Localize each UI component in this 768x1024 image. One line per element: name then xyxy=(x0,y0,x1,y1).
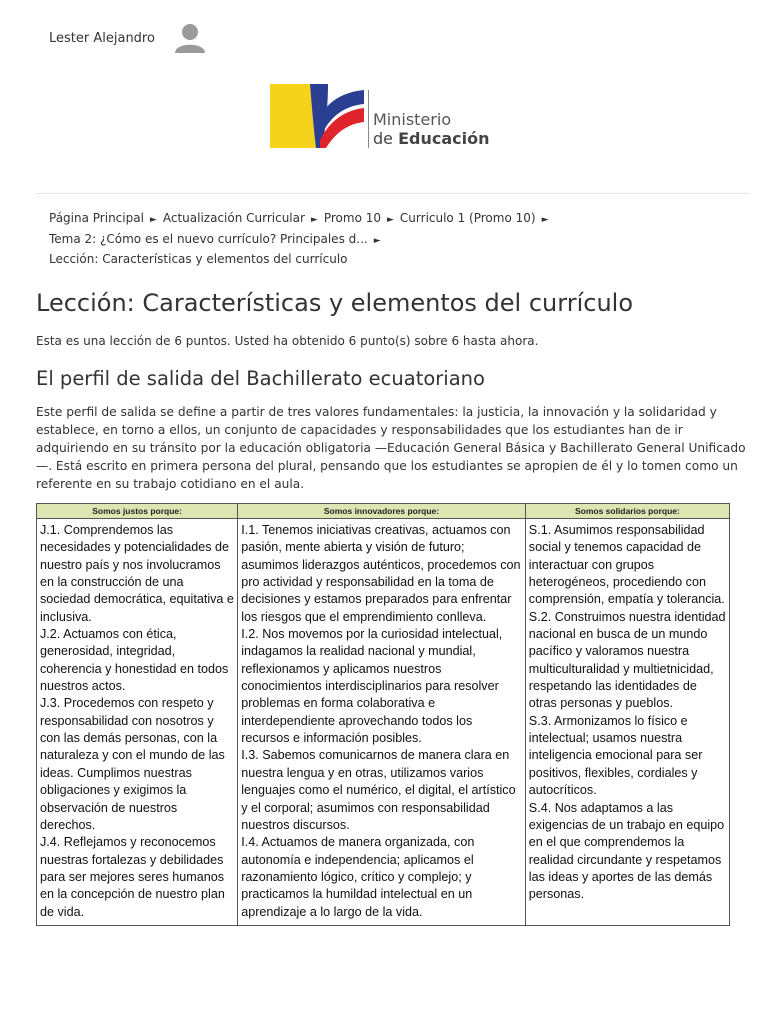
table-cell-justos xyxy=(37,519,238,926)
lesson-points-text: Esta es una lección de 6 puntos. Usted ha obtenido 6 punto(s) sobre 6 hasta ahora. xyxy=(36,334,539,348)
list-item: I.1. Tenemos iniciativas creativas, actuamos con pasión, mente abierta y visión de futuro; asumimos liderazgos auténticos, procedemos con pro actividad y responsabilidad en la toma de decisiones y estamos preparados para enfrentar los riesgos que el emprendimiento conlleva. xyxy=(241,523,521,624)
logo-text-educacion: de Educación xyxy=(373,129,490,148)
list-item: J.2. Actuamos con ética, generosidad, integridad, coherencia y honestidad en todos nuestros actos. xyxy=(40,627,229,694)
breadcrumb-separator-icon: ► xyxy=(373,235,381,246)
table-cell-innovadores xyxy=(238,519,526,926)
user-avatar-icon[interactable] xyxy=(173,22,207,54)
breadcrumb-item-home[interactable]: Página Principal xyxy=(49,211,144,225)
list-item: I.2. Nos movemos por la curiosidad intelectual, indagamos la realidad nacional y mundial, reflexionamos y aplicamos nuestros conocimientos interdisciplinarios para resolver problemas en forma colaborativa e interdependiente aprovechando todos los recursos e información posibles. xyxy=(241,627,503,746)
logo-text-ministerio: Ministerio xyxy=(373,110,452,129)
breadcrumb-item-actualizacion[interactable]: Actualización Curricular xyxy=(162,211,305,225)
breadcrumb-item-promo[interactable]: Promo 10 xyxy=(323,211,381,225)
table-cell-solidarios xyxy=(525,519,729,926)
list-item: J.4. Reflejamos y reconocemos nuestras fortalezas y debilidades para ser mejores seres humanos en la concepción de nuestro plan de vida. xyxy=(40,835,225,919)
table-header-innovadores: Somos innovadores porque: xyxy=(238,504,526,519)
page-title: Lección: Características y elementos del currículo xyxy=(36,289,633,317)
profile-table xyxy=(36,503,730,926)
list-item: I.3. Sabemos comunicarnos de manera clara en nuestra lengua y en otras, utilizamos varios lenguajes como el numérico, el digital, el artístico y el corporal; asumimos con responsabilidad nuestros discursos. xyxy=(241,748,516,832)
breadcrumb-item-current: Lección: Características y elementos del currículo xyxy=(49,252,348,266)
header-divider xyxy=(36,193,750,194)
intro-paragraph: Este perfil de salida se define a partir de tres valores fundamentales: la justicia, la innovación y la solidaridad y establece, en torno a ellos, un conjunto de capacidades y responsabilidades que los estudiantes han de ir adquiriendo en su tránsito por la educación obligatoria —Educación General Básica y Bachillerato General Unificado—. Está escrito en primera persona del plural, pensando que los estudiantes se apropien de él y lo tomen como un referente en su trabajo cotidiano en el aula. xyxy=(36,405,746,491)
list-item: I.4. Actuamos de manera organizada, con autonomía e independencia; aplicamos el razonamiento lógico, crítico y complejo; y practicamos la humildad intelectual en un aprendizaje a lo largo de la vida. xyxy=(241,835,475,919)
table-header-row xyxy=(37,504,730,519)
list-item: S.3. Armonizamos lo físico e intelectual; usamos nuestra inteligencia emocional para ser positivos, flexibles, cordiales y autocríticos. xyxy=(528,713,703,798)
breadcrumb-separator-icon: ► xyxy=(541,215,549,225)
list-item: S.2. Construimos nuestra identidad nacional en busca de un mundo pacífico y valoramos nuestra multiculturalidad y multietnicidad, respetando las identidades de otras personas y pueblos. xyxy=(528,609,726,711)
breadcrumb xyxy=(49,209,749,269)
list-item: S.1. Asumimos responsabilidad social y tenemos capacidad de interactuar con grupos heterogéneos, procediendo con comprensión, empatía y tolerancia. xyxy=(528,523,725,607)
user-name[interactable]: Lester Alejandro xyxy=(49,31,155,46)
breadcrumb-separator-icon: ► xyxy=(149,215,157,225)
table-header-solidarios: Somos solidarios porque: xyxy=(525,504,729,519)
breadcrumb-separator-icon: ► xyxy=(310,215,318,225)
table-row xyxy=(37,519,730,926)
section-title: El perfil de salida del Bachillerato ecuatoriano xyxy=(36,367,485,390)
breadcrumb-item-tema[interactable]: Tema 2: ¿Cómo es el nuevo currículo? Principales d... xyxy=(49,231,368,246)
list-item: J.3. Procedemos con respeto y responsabilidad con nosotros y con las demás personas, con la naturaleza y con el mundo de las ideas. Cumplimos nuestras obligaciones y exigimos la observación de nuestros derechos. xyxy=(40,696,225,832)
table-header-justos: Somos justos porque: xyxy=(37,504,238,519)
list-item: S.4. Nos adaptamos a las exigencias de un trabajo en equipo en el que comprendemos la realidad circundante y respetamos las ideas y aportes de las demás personas. xyxy=(528,800,725,902)
breadcrumb-separator-icon: ► xyxy=(387,215,394,225)
list-item: J.1. Comprendemos las necesidades y potencialidades de nuestro país y nos involucramos en la construcción de una sociedad democrática, equitativa e inclusiva. xyxy=(40,523,234,624)
breadcrumb-item-curriculo[interactable]: Curriculo 1 (Promo 10) xyxy=(399,211,536,225)
